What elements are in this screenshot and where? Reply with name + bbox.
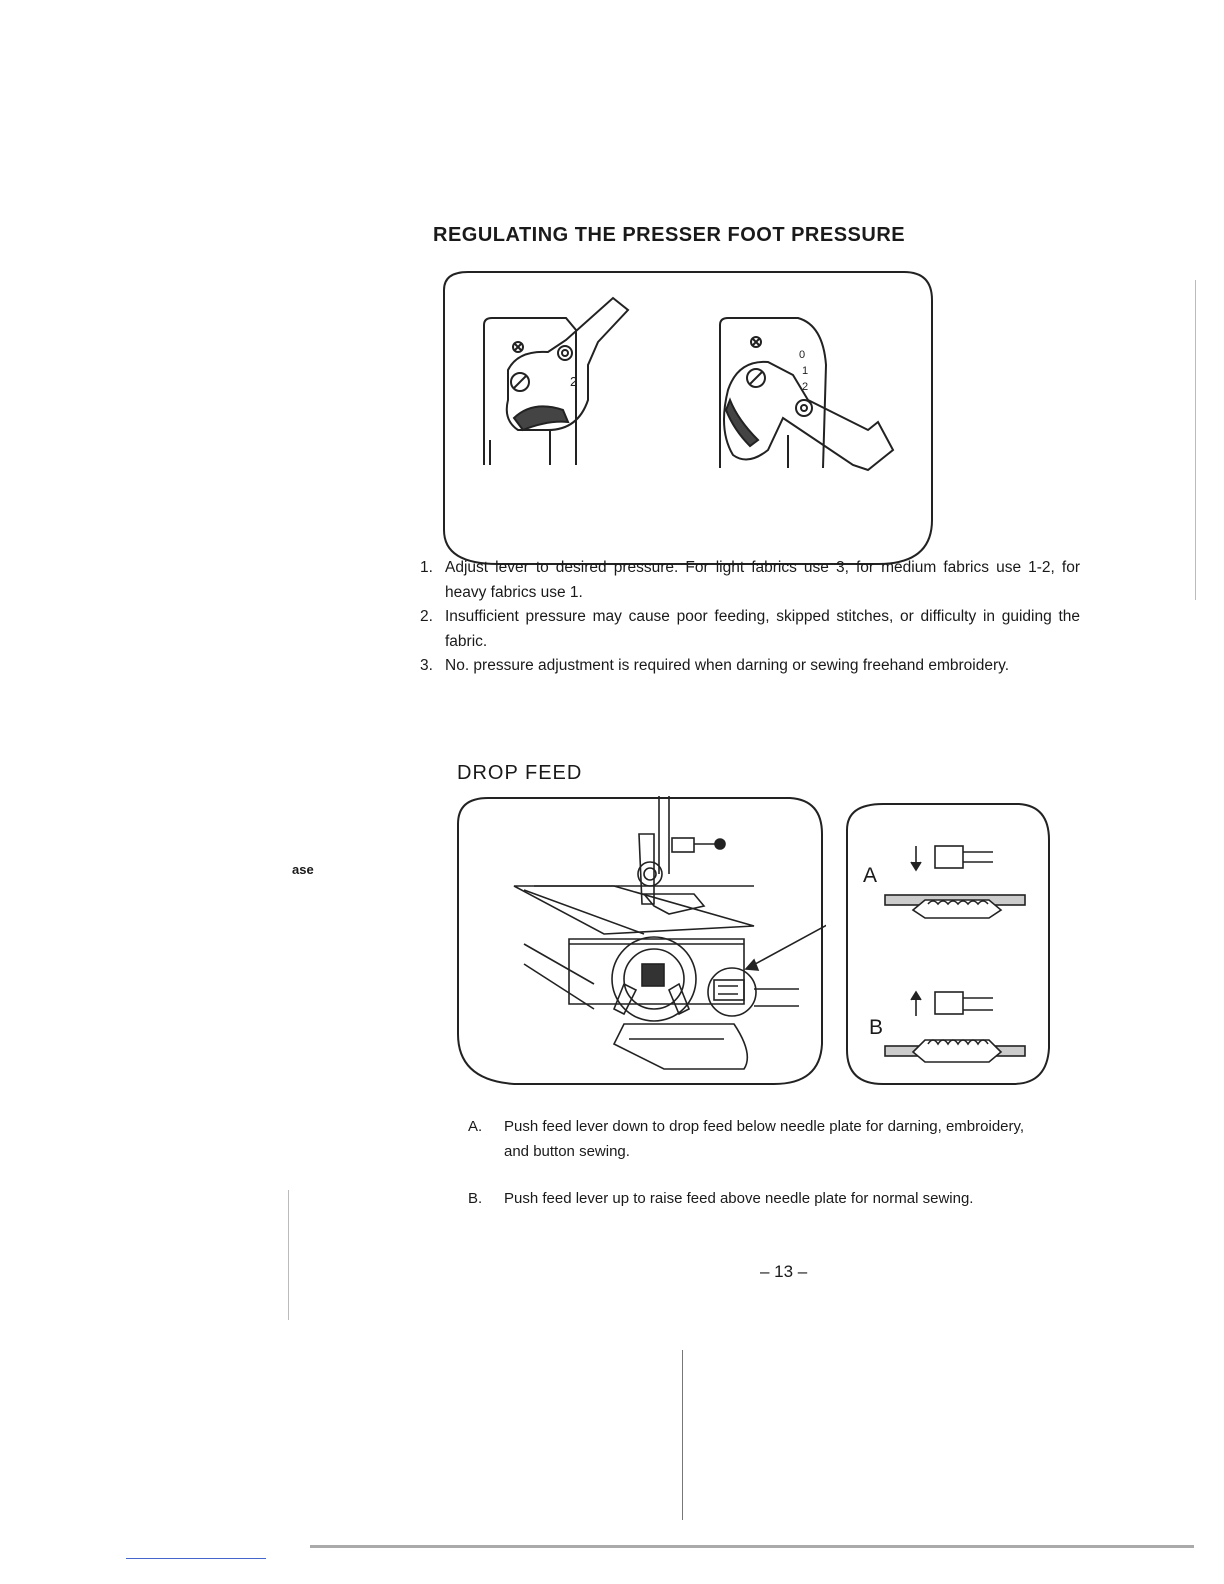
dial-mark-2: 2 bbox=[802, 381, 809, 393]
dial-mark-1: 1 bbox=[802, 365, 809, 377]
step-number: 3. bbox=[420, 657, 433, 674]
note-label: B. bbox=[468, 1190, 483, 1207]
position-b-drawing bbox=[885, 992, 1025, 1062]
scan-artifact-blue-line bbox=[126, 1558, 266, 1559]
step-number: 1. bbox=[420, 559, 433, 576]
list-item bbox=[420, 556, 1080, 605]
position-label-b: B bbox=[869, 1016, 884, 1039]
section-title-drop-feed: DROP FEED bbox=[457, 762, 583, 784]
note-text: Push feed lever down to drop feed below needle plate for darning, embroidery, and button sewing. bbox=[504, 1118, 1025, 1160]
feed-position-illustration bbox=[843, 800, 1053, 1088]
scan-artifact-bottom-rule bbox=[310, 1545, 1194, 1548]
position-label-a: A bbox=[863, 864, 878, 887]
scan-artifact-line bbox=[682, 1350, 683, 1520]
drop-feed-machine-illustration bbox=[454, 794, 826, 1088]
drop-feed-note-b bbox=[468, 1186, 1048, 1211]
list-item bbox=[420, 654, 1080, 679]
step-number: 2. bbox=[420, 608, 433, 625]
presser-foot-illustration bbox=[438, 270, 934, 566]
right-pressure-bracket bbox=[720, 318, 893, 470]
step-text: Adjust lever to desired pressure. For light fabrics use 3, for medium fabrics use 1-2, for heavy fabrics use 1. bbox=[445, 559, 1080, 601]
scan-artifact-line bbox=[288, 1190, 289, 1320]
feed-position-figure bbox=[843, 800, 1053, 1088]
note-label: A. bbox=[468, 1118, 483, 1135]
drop-feed-note-a bbox=[468, 1114, 1048, 1164]
presser-foot-figure bbox=[438, 270, 934, 566]
machine-drawing bbox=[514, 796, 826, 1069]
position-a-drawing bbox=[885, 846, 1025, 918]
left-dial-mark: 2 bbox=[570, 374, 578, 389]
list-item bbox=[420, 605, 1080, 654]
drop-feed-machine-figure bbox=[454, 794, 826, 1088]
step-text: No. pressure adjustment is required when darning or sewing freehand embroidery. bbox=[445, 657, 1010, 674]
note-text: Push feed lever up to raise feed above needle plate for normal sewing. bbox=[504, 1190, 974, 1207]
scan-artifact-line bbox=[1195, 280, 1196, 600]
left-pressure-bracket bbox=[484, 298, 628, 465]
margin-text-fragment: ase bbox=[292, 862, 314, 877]
page-number: – 13 – bbox=[760, 1262, 808, 1281]
section-title-presser-foot: REGULATING THE PRESSER FOOT PRESSURE bbox=[433, 224, 906, 246]
step-text: Insufficient pressure may cause poor feeding, skipped stitches, or difficulty in guiding the fabric. bbox=[445, 608, 1080, 650]
dial-mark-0: 0 bbox=[799, 349, 806, 361]
pressure-steps-list bbox=[420, 556, 1080, 679]
